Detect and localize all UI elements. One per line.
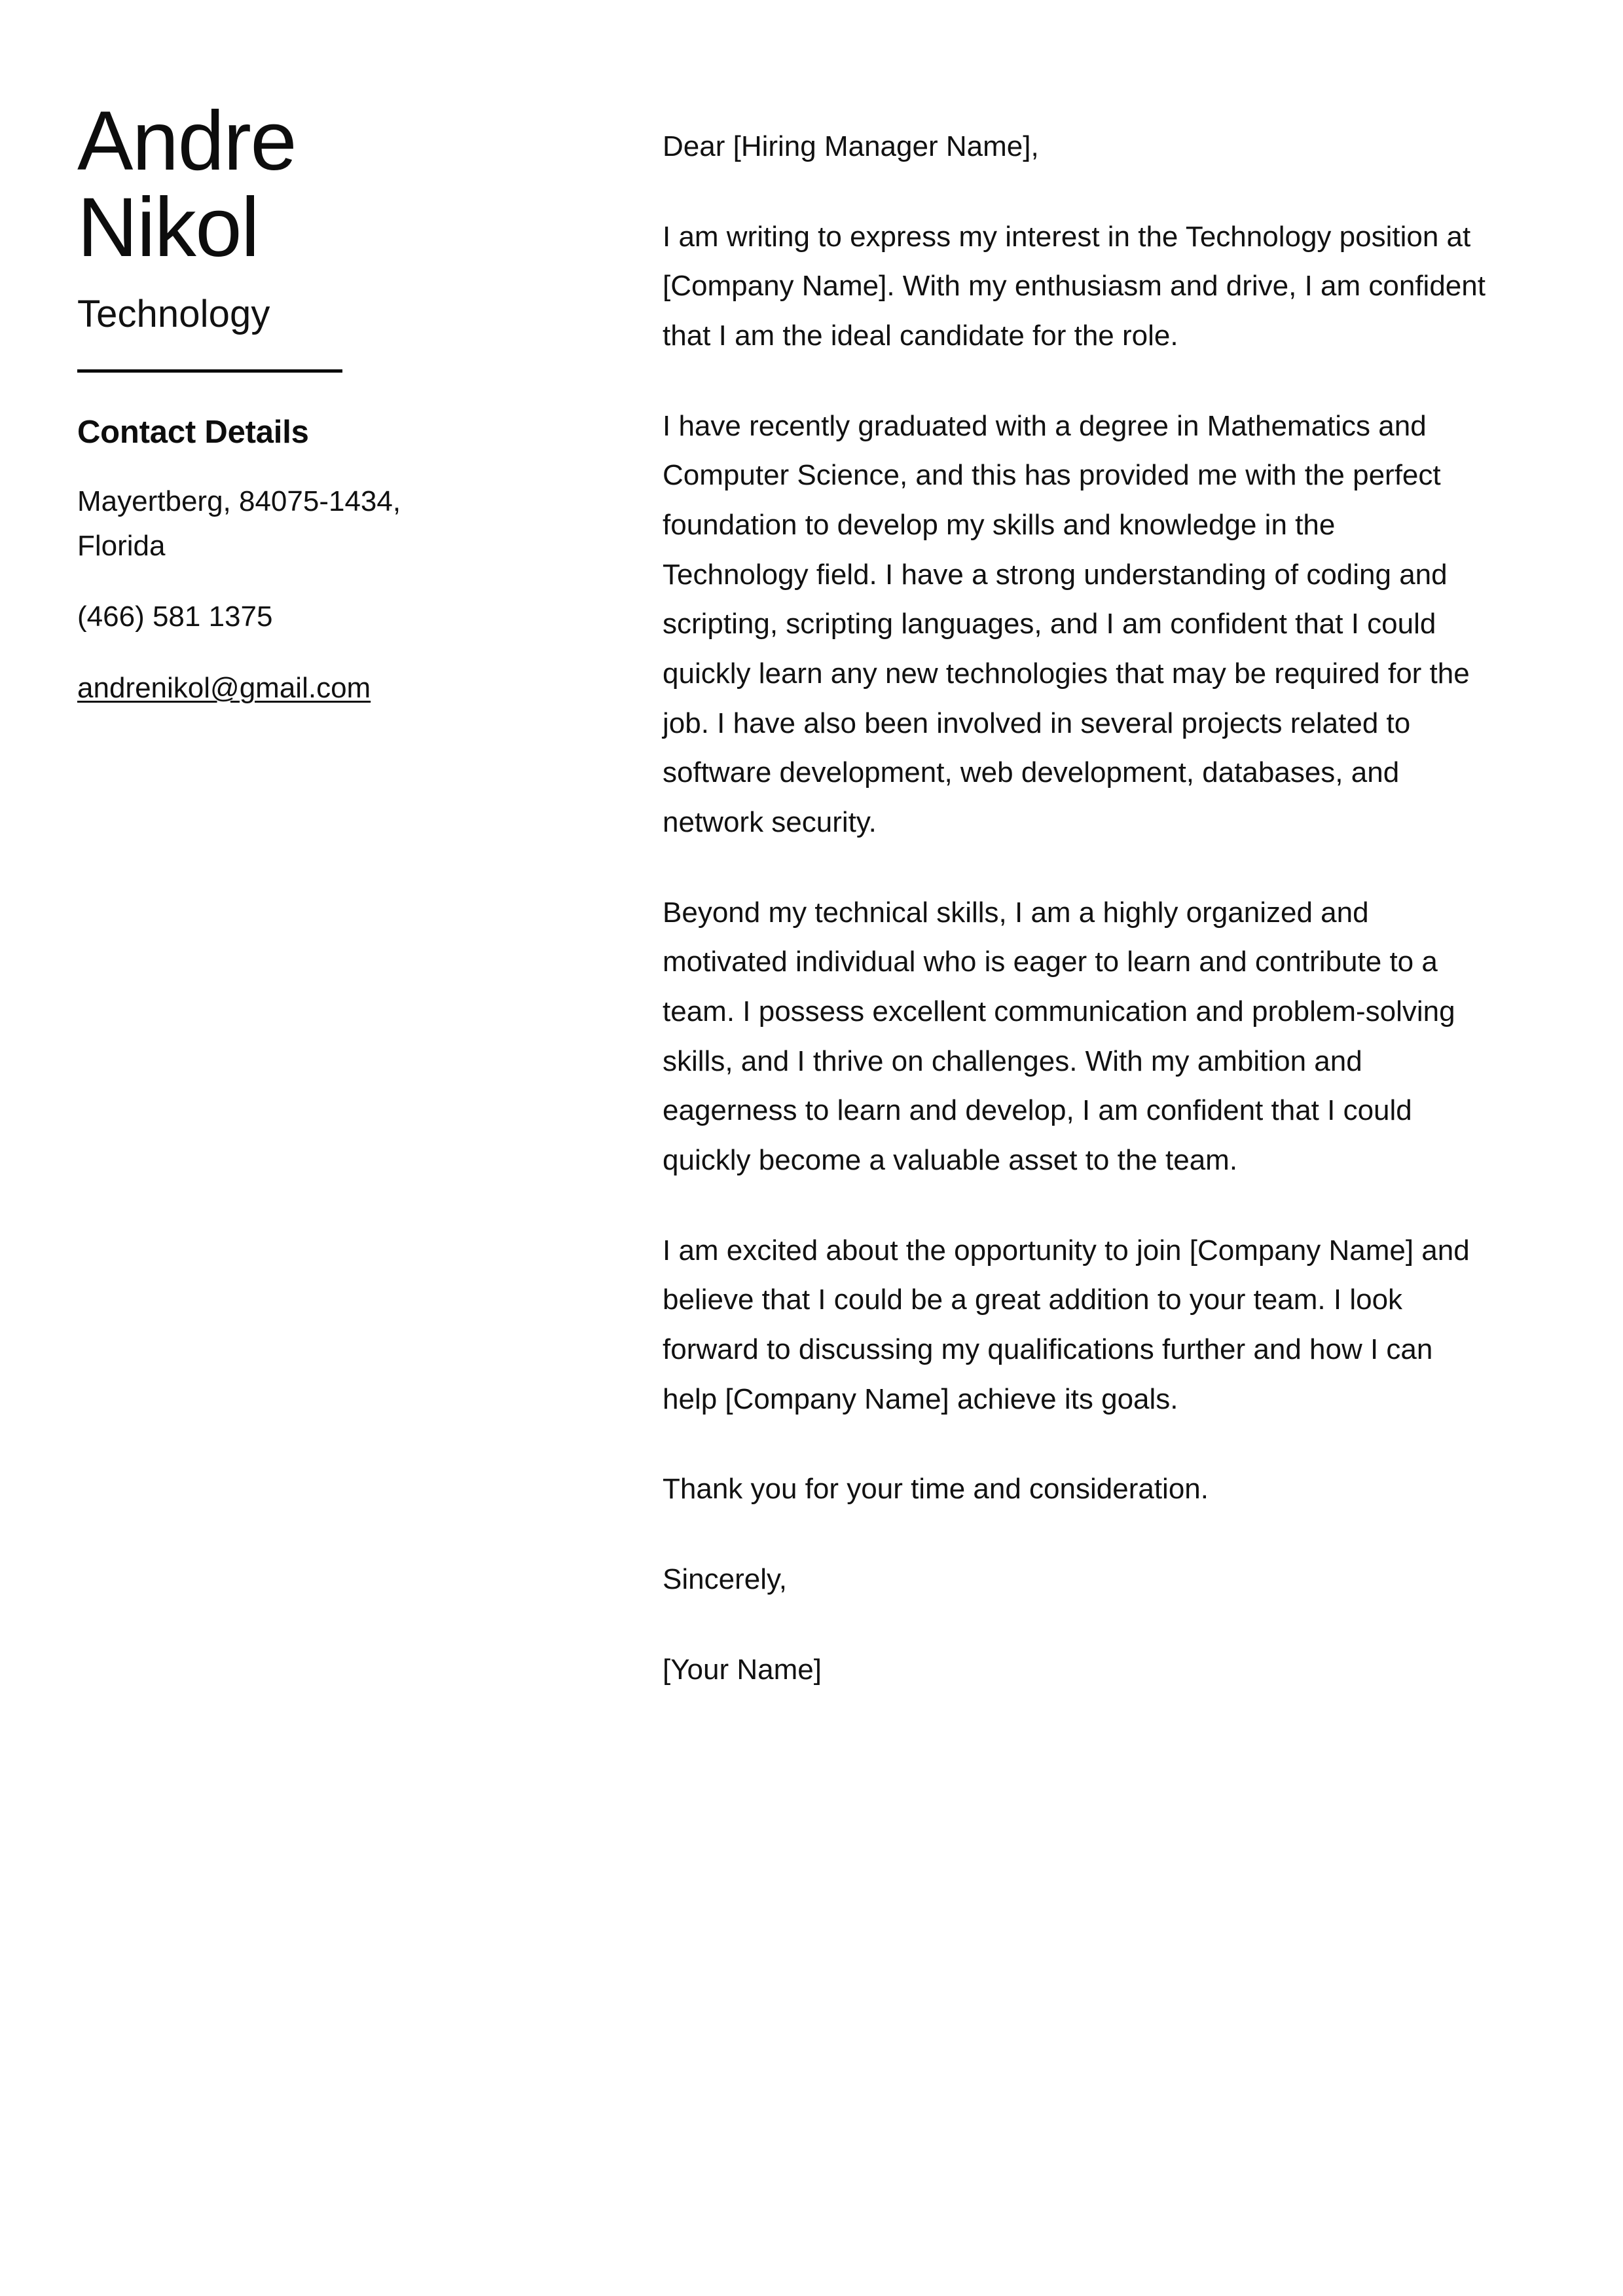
letter-paragraph-3: Beyond my technical skills, I am a highly organized and motivated individual who is eager to learn and contribute to a team. I possess excellent communication and problem-solving skills, and I thrive on challenges. With my ambition and eagerness to learn and develop, I am confident that I could quickly become a valuable asset to the team. bbox=[663, 896, 1455, 1177]
contact-email-row bbox=[77, 666, 444, 711]
letter-thanks: Thank you for your time and consideration. bbox=[663, 1473, 1209, 1506]
letter-paragraph-4: I am excited about the opportunity to join [Company Name] and believe that I could be a great addition to your team. I look forward to discussing my qualifications further and how I can help [Company Name] achieve its goals. bbox=[663, 1234, 1470, 1415]
header-divider bbox=[77, 369, 342, 373]
contact-address: Mayertberg, 84075-1434, Florida bbox=[77, 485, 401, 563]
letter-body bbox=[663, 122, 1486, 1694]
letter-paragraph-2: I have recently graduated with a degree in Mathematics and Computer Science, and this has provided me with the perfect foundation to develop my skills and knowledge in the Technology field. I have a strong understanding of coding and scripting, scripting languages, and I am confident that I could quickly learn any new technologies that may be required for the job. I have also been involved in several projects related to software development, web development, databases, and network security. bbox=[663, 409, 1470, 839]
candidate-name bbox=[77, 94, 536, 274]
job-title: Technology bbox=[77, 292, 270, 335]
last-name: Nikol bbox=[77, 180, 259, 274]
sidebar bbox=[77, 94, 536, 711]
letter-paragraph-1: I am writing to express my interest in the Technology position at [Company Name]. With my enthusiasm and drive, I am confident that I am the ideal candidate for the role. bbox=[663, 220, 1486, 352]
contact-email-link[interactable]: andrenikol@gmail.com bbox=[77, 671, 371, 704]
contact-details-heading: Contact Details bbox=[77, 415, 309, 451]
contact-phone[interactable]: (466) 581 1375 bbox=[77, 601, 273, 633]
contact-details-list bbox=[77, 479, 536, 711]
letter-salutation: Dear [Hiring Manager Name], bbox=[663, 130, 1039, 162]
letter-closing: Sincerely, bbox=[663, 1563, 787, 1596]
letter-signature: [Your Name] bbox=[663, 1653, 822, 1686]
first-name: Andre bbox=[77, 94, 297, 188]
